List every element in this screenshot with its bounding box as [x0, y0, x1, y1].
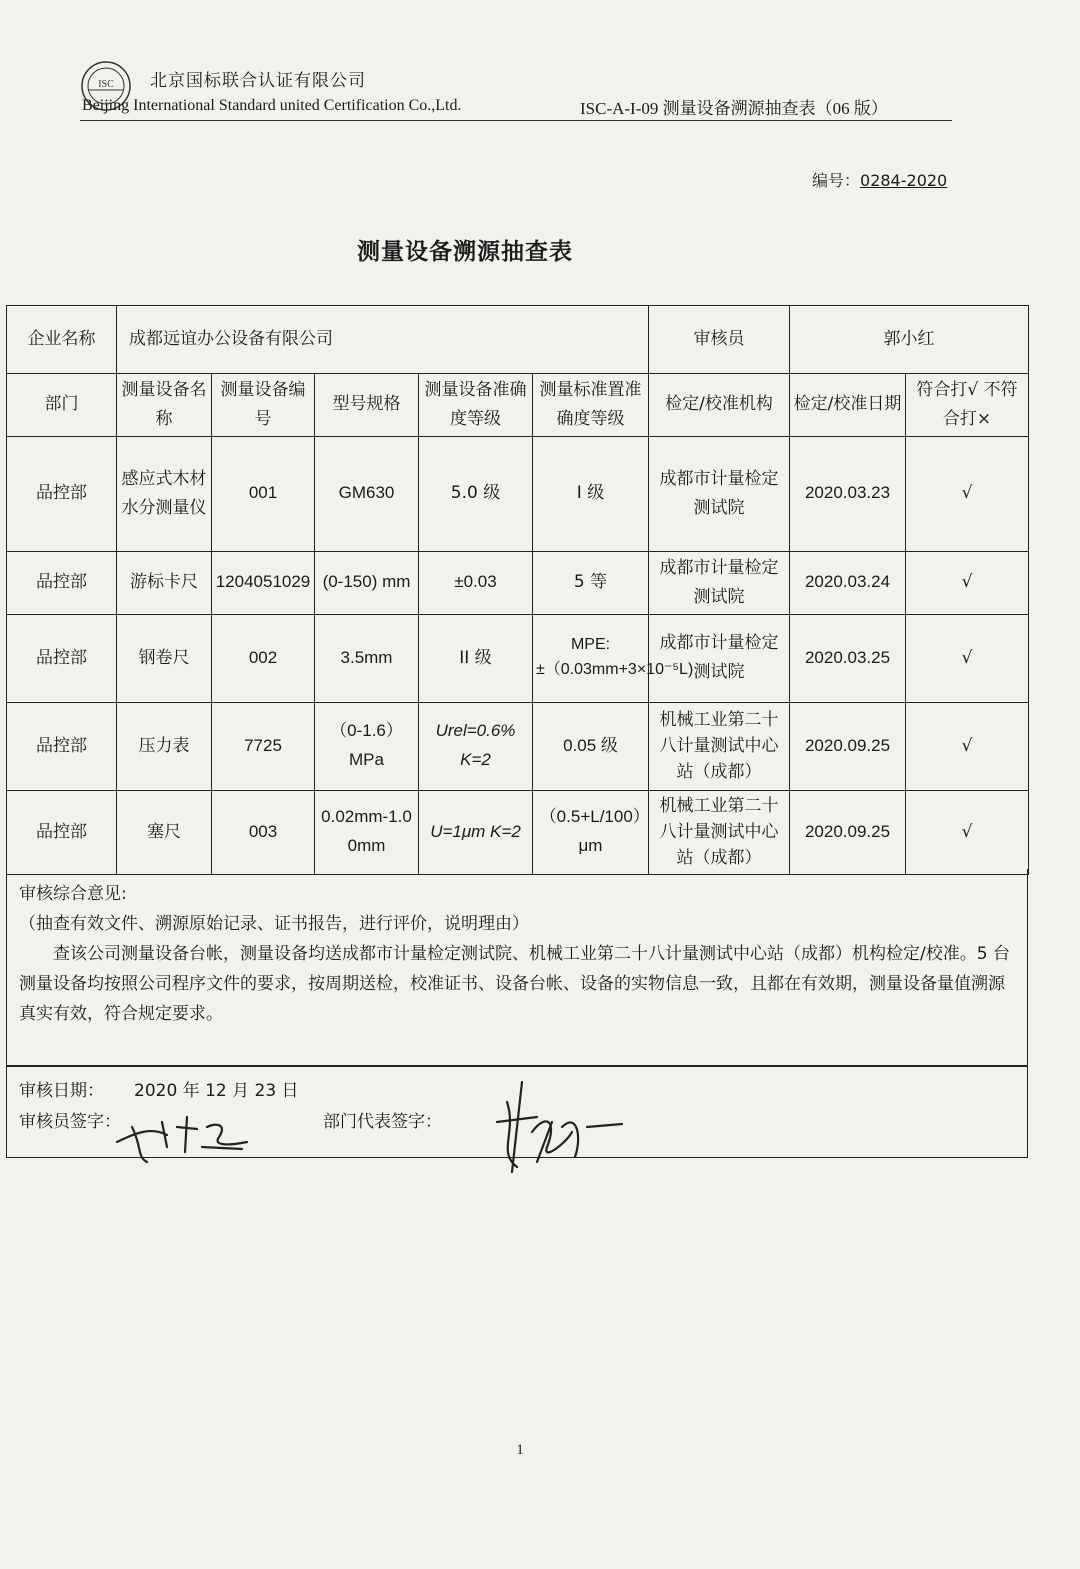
cell-result: √	[906, 551, 1029, 614]
reviewer-name: 郭小红	[790, 306, 1029, 374]
serial-number	[812, 168, 947, 191]
table-row	[7, 702, 1029, 790]
cell-org: 成都市计量检定测试院	[649, 436, 790, 551]
cell-org: 机械工业第二十八计量测试中心站（成都）	[649, 790, 790, 874]
cell-date: 2020.03.24	[790, 551, 906, 614]
company-label: 企业名称	[7, 306, 117, 374]
cell-result: √	[906, 614, 1029, 702]
cell-code: 1204051029	[212, 551, 315, 614]
reviewer-signature-icon	[107, 1097, 277, 1167]
cell-dept: 品控部	[7, 551, 117, 614]
cell-org: 成都市计量检定测试院	[649, 614, 790, 702]
cell-model: 3.5mm	[315, 614, 419, 702]
column-header: 测量设备编号	[212, 374, 315, 437]
cell-std-accuracy: 5 等	[533, 551, 649, 614]
column-header: 型号规格	[315, 374, 419, 437]
header-divider	[80, 120, 952, 121]
company-name-en: Beijing International Standard united Certification Co.,Ltd.	[82, 97, 462, 114]
opinion-heading: 审核综合意见:	[19, 884, 127, 904]
column-header: 检定/校准日期	[790, 374, 906, 437]
review-date-label: 审核日期：	[19, 1081, 104, 1101]
column-header: 部门	[7, 374, 117, 437]
cell-name: 游标卡尺	[117, 551, 212, 614]
cell-date: 2020.03.25	[790, 614, 906, 702]
cell-name: 钢卷尺	[117, 614, 212, 702]
cell-code: 7725	[212, 702, 315, 790]
company-value: 成都远谊办公设备有限公司	[117, 306, 649, 374]
table-row	[7, 614, 1029, 702]
cell-model: (0-150) mm	[315, 551, 419, 614]
table-row	[7, 436, 1029, 551]
cell-accuracy: ±0.03	[419, 551, 533, 614]
serial-value: 0284-2020	[860, 171, 948, 190]
cell-model: GM630	[315, 436, 419, 551]
column-header: 测量标准置准确度等级	[533, 374, 649, 437]
cell-model: 0.02mm-1.00mm	[315, 790, 419, 874]
cell-dept: 品控部	[7, 702, 117, 790]
cell-org: 机械工业第二十八计量测试中心站（成都）	[649, 702, 790, 790]
column-header: 测量设备名称	[117, 374, 212, 437]
cell-std-accuracy: 0.05 级	[533, 702, 649, 790]
cell-name: 感应式木材水分测量仪	[117, 436, 212, 551]
cell-date: 2020.09.25	[790, 702, 906, 790]
review-opinion-section	[6, 869, 1028, 1066]
cell-model: （0-1.6）MPa	[315, 702, 419, 790]
cell-accuracy: Urel=0.6% K=2	[419, 702, 533, 790]
cell-result: √	[906, 436, 1029, 551]
serial-label: 编号：	[812, 171, 861, 190]
page-number: 1	[516, 1442, 524, 1458]
column-header: 检定/校准机构	[649, 374, 790, 437]
company-row	[7, 306, 1029, 374]
cell-name: 塞尺	[117, 790, 212, 874]
form-code: ISC-A-I-09 测量设备溯源抽查表（06 版）	[580, 99, 888, 118]
cell-date: 2020.03.23	[790, 436, 906, 551]
cell-dept: 品控部	[7, 436, 117, 551]
company-name-cn: 北京国标联合认证有限公司	[150, 71, 366, 91]
table-row	[7, 551, 1029, 614]
dept-signature-label: 部门代表签字：	[323, 1112, 442, 1132]
cell-date: 2020.09.25	[790, 790, 906, 874]
cell-code: 002	[212, 614, 315, 702]
column-header: 测量设备准确度等级	[419, 374, 533, 437]
table-row	[7, 790, 1029, 874]
cell-std-accuracy: MPE:±（0.03mm+3×10⁻⁵L)	[533, 614, 649, 702]
column-header: 符合打√ 不符合打×	[906, 374, 1029, 437]
equipment-table	[6, 305, 1029, 875]
dept-signature-icon	[477, 1072, 627, 1182]
cell-result: √	[906, 702, 1029, 790]
cell-accuracy: II 级	[419, 614, 533, 702]
cell-code: 001	[212, 436, 315, 551]
opinion-body: 查该公司测量设备台帐，测量设备均送成都市计量检定测试院、机械工业第二十八计量测试中心站（成都）机构检定/校准。5 台测量设备均按照公司程序文件的要求，按周期送检，校准证书、设备台帐、设备的实物信息一致，且都在有效期，测量设备量值溯源真实有效，符合规定要求。	[19, 944, 1010, 1024]
cell-result: √	[906, 790, 1029, 874]
opinion-instruction: （抽查有效文件、溯源原始记录、证书报告，进行评价，说明理由）	[19, 914, 529, 934]
cell-dept: 品控部	[7, 790, 117, 874]
table-header-row	[7, 374, 1029, 437]
cell-accuracy: U=1μm K=2	[419, 790, 533, 874]
review-date-value: 2020 年 12 月 23 日	[134, 1081, 299, 1101]
signature-section	[6, 1066, 1028, 1158]
cell-code: 003	[212, 790, 315, 874]
reviewer-signature-label: 审核员签字：	[19, 1112, 121, 1132]
cell-accuracy: 5.0 级	[419, 436, 533, 551]
cell-dept: 品控部	[7, 614, 117, 702]
document-title: 测量设备溯源抽查表	[357, 239, 573, 265]
svg-text:ISC: ISC	[98, 79, 114, 90]
cell-name: 压力表	[117, 702, 212, 790]
cell-std-accuracy: （0.5+L/100）μm	[533, 790, 649, 874]
cell-std-accuracy: I 级	[533, 436, 649, 551]
cell-org: 成都市计量检定测试院	[649, 551, 790, 614]
reviewer-label: 审核员	[649, 306, 790, 374]
